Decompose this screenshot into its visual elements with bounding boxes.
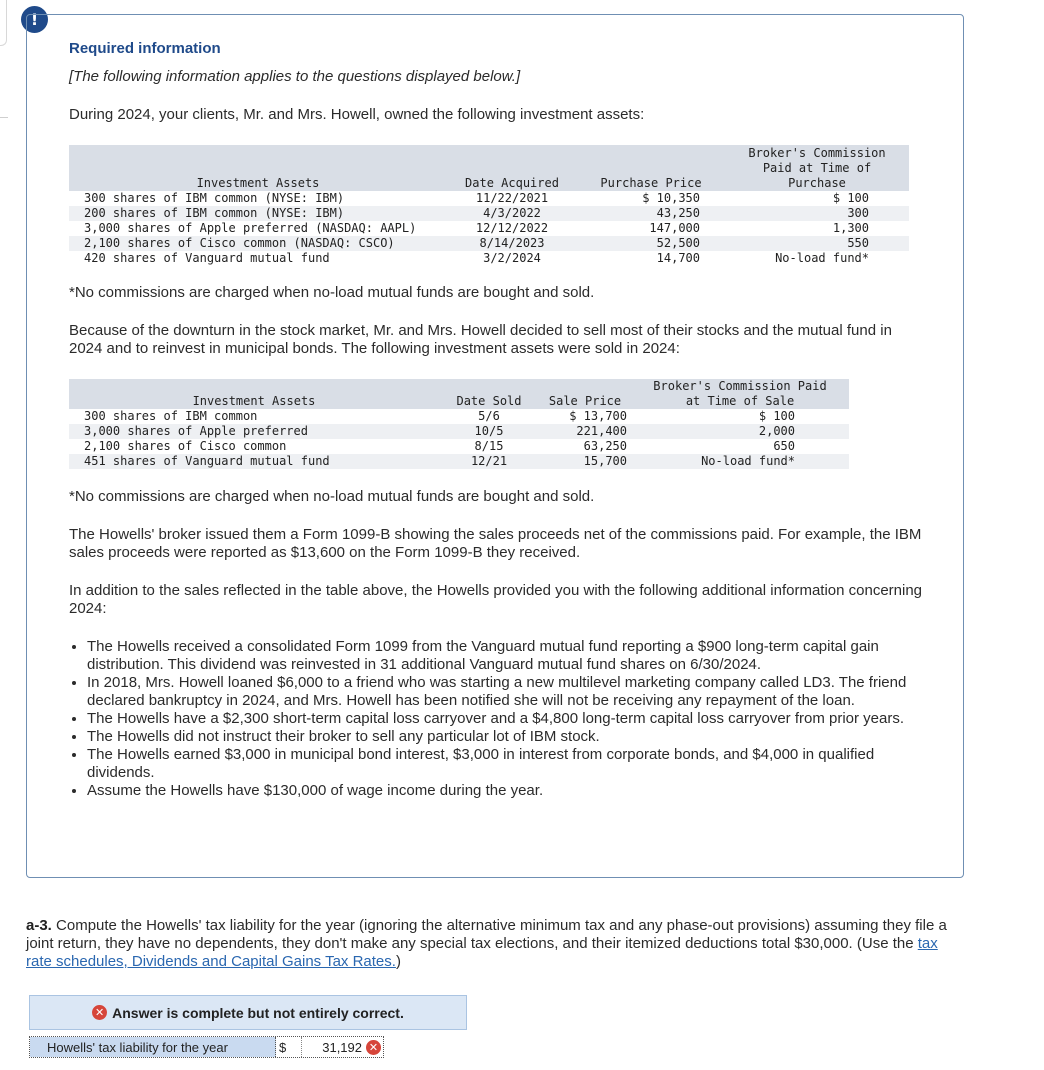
sold-assets-table bbox=[69, 379, 849, 469]
commission-cell: No-load fund* bbox=[775, 251, 869, 265]
tax-liability-value: 31,192 bbox=[322, 1039, 362, 1055]
header-broker-commission: Broker's Commission Paid at Time of Purchase bbox=[748, 146, 886, 190]
date-cell: 10/5 bbox=[474, 424, 504, 438]
price-cell: 43,250 bbox=[656, 206, 700, 220]
price-cell: $ 13,700 bbox=[569, 409, 627, 423]
date-cell: 3/2/2024 bbox=[483, 251, 541, 265]
question-body: Compute the Howells' tax liability for the year (ignoring the alternative minimum tax and any phase-out provisions) assuming they file a joint return, they have no dependents, they don't make any special tax elections, and their itemized deductions total $30,000. (Use the bbox=[26, 917, 947, 952]
asset-cell: 3,000 shares of Apple preferred bbox=[84, 424, 308, 438]
required-info-note: [The following information applies to the questions displayed below.] bbox=[69, 68, 521, 85]
table-row bbox=[69, 206, 909, 221]
tax-liability-input[interactable] bbox=[301, 1037, 383, 1057]
commission-cell: 550 bbox=[847, 236, 869, 250]
left-edge-tick bbox=[0, 117, 8, 118]
commission-cell: 650 bbox=[773, 439, 795, 453]
table-row bbox=[69, 191, 909, 206]
asset-cell: 3,000 shares of Apple preferred (NASDAQ: AAPL) bbox=[84, 221, 417, 235]
required-info-title: Required information bbox=[69, 40, 221, 57]
sold-table-header bbox=[69, 379, 849, 409]
table-row bbox=[69, 439, 849, 454]
price-cell: 221,400 bbox=[576, 424, 627, 438]
commission-cell: No-load fund* bbox=[701, 454, 795, 468]
header-sale-price: Sale Price bbox=[548, 394, 622, 408]
answer-row-label: Howells' tax liability for the year bbox=[30, 1037, 276, 1057]
header-date-acquired: Date Acquired bbox=[465, 176, 559, 190]
incorrect-x-icon: ✕ bbox=[366, 1040, 381, 1055]
header-investment-assets: Investment Assets bbox=[196, 176, 320, 190]
owned-footnote: *No commissions are charged when no-load mutual funds are bought and sold. bbox=[69, 284, 595, 301]
answer-row bbox=[29, 1036, 384, 1058]
price-cell: 147,000 bbox=[649, 221, 700, 235]
table-row bbox=[69, 454, 849, 469]
date-cell: 4/3/2022 bbox=[483, 206, 541, 220]
price-cell: 63,250 bbox=[583, 439, 627, 453]
table-row bbox=[69, 221, 909, 236]
commission-cell: 300 bbox=[847, 206, 869, 220]
asset-cell: 420 shares of Vanguard mutual fund bbox=[84, 251, 330, 265]
list-item: • Assume the Howells have $130,000 of wage income during the year. bbox=[87, 782, 937, 800]
list-item: • The Howells did not instruct their broker to sell any particular lot of IBM stock. bbox=[87, 728, 937, 746]
owned-table-header bbox=[69, 145, 909, 191]
tax-rates-link[interactable]: tax rate schedules, Dividends and Capital Gains Tax Rates. bbox=[26, 935, 938, 970]
currency-symbol: $ bbox=[279, 1039, 287, 1055]
question-text bbox=[26, 917, 966, 971]
commission-cell: 2,000 bbox=[758, 424, 795, 438]
commission-cell: $ 100 bbox=[758, 409, 795, 423]
price-cell: 52,500 bbox=[656, 236, 700, 250]
list-item: • The Howells received a consolidated Form 1099 from the Vanguard mutual fund reporting a $900 long-term capital gain distribution. This dividend was reinvested in 31 additional Vanguard mutual fund shares on 6/30/2024. bbox=[87, 638, 937, 674]
price-cell: 15,700 bbox=[583, 454, 627, 468]
table-row bbox=[69, 236, 909, 251]
sold-footnote: *No commissions are charged when no-load mutual funds are bought and sold. bbox=[69, 488, 595, 505]
header-broker-commission-sale: Broker's Commission Paid at Time of Sale bbox=[653, 379, 827, 408]
question-label: a-3. bbox=[26, 917, 52, 934]
header-date-sold: Date Sold bbox=[456, 394, 522, 408]
additional-info-intro: In addition to the sales reflected in the table above, the Howells provided you with the following additional information concerning 2024: bbox=[69, 582, 923, 617]
commission-cell: $ 100 bbox=[832, 191, 869, 205]
incorrect-x-icon: ✕ bbox=[92, 1005, 107, 1020]
intro-text: During 2024, your clients, Mr. and Mrs. Howell, owned the following investment assets: bbox=[69, 106, 645, 123]
asset-cell: 2,100 shares of Cisco common bbox=[84, 439, 287, 453]
commission-cell: 1,300 bbox=[832, 221, 869, 235]
header-purchase-price: Purchase Price bbox=[600, 176, 702, 190]
asset-cell: 300 shares of IBM common bbox=[84, 409, 258, 423]
date-cell: 12/12/2022 bbox=[475, 221, 549, 235]
asset-cell: 200 shares of IBM common (NYSE: IBM) bbox=[84, 206, 345, 220]
left-edge-tab bbox=[0, 0, 7, 46]
answer-status-text: Answer is complete but not entirely correct. bbox=[112, 1004, 404, 1021]
answer-status-banner bbox=[29, 995, 467, 1030]
price-cell: $ 10,350 bbox=[642, 191, 700, 205]
date-cell: 12/21 bbox=[470, 454, 508, 468]
owned-assets-table bbox=[69, 145, 909, 266]
table-row bbox=[69, 424, 849, 439]
table-row bbox=[69, 409, 849, 424]
date-cell: 8/14/2023 bbox=[479, 236, 545, 250]
price-cell: 14,700 bbox=[656, 251, 700, 265]
list-item: • The Howells have a $2,300 short-term capital loss carryover and a $4,800 long-term capital loss carryover from prior years. bbox=[87, 710, 937, 728]
list-item: • The Howells earned $3,000 in municipal bond interest, $3,000 in interest from corporate bonds, and $4,000 in qualified dividends. bbox=[87, 746, 937, 782]
header-investment-assets: Investment Assets bbox=[192, 394, 316, 408]
list-item: • In 2018, Mrs. Howell loaned $6,000 to a friend who was starting a new multilevel marketing company called LD3. The friend declared bankruptcy in 2024, and Mrs. Howell has been notified she will not be receiving any repayment of the loan. bbox=[87, 674, 937, 710]
table-row bbox=[69, 251, 909, 266]
alert-icon: ! bbox=[21, 6, 48, 33]
additional-info-list bbox=[69, 638, 937, 800]
form-1099-text: The Howells' broker issued them a Form 1099-B showing the sales proceeds net of the commissions paid. For example, the IBM sales proceeds were reported as $13,600 on the Form 1099-B they received. bbox=[69, 526, 922, 561]
asset-cell: 451 shares of Vanguard mutual fund bbox=[84, 454, 330, 468]
question-tail: ) bbox=[395, 953, 401, 970]
date-cell: 8/15 bbox=[474, 439, 504, 453]
date-cell: 5/6 bbox=[478, 409, 500, 423]
asset-cell: 2,100 shares of Cisco common (NASDAQ: CSCO) bbox=[84, 236, 395, 250]
sold-intro-text: Because of the downturn in the stock market, Mr. and Mrs. Howell decided to sell most of their stocks and the mutual fund in 2024 and to reinvest in municipal bonds. The following investment assets were sold in 2024: bbox=[69, 322, 892, 357]
date-cell: 11/22/2021 bbox=[475, 191, 549, 205]
asset-cell: 300 shares of IBM common (NYSE: IBM) bbox=[84, 191, 345, 205]
